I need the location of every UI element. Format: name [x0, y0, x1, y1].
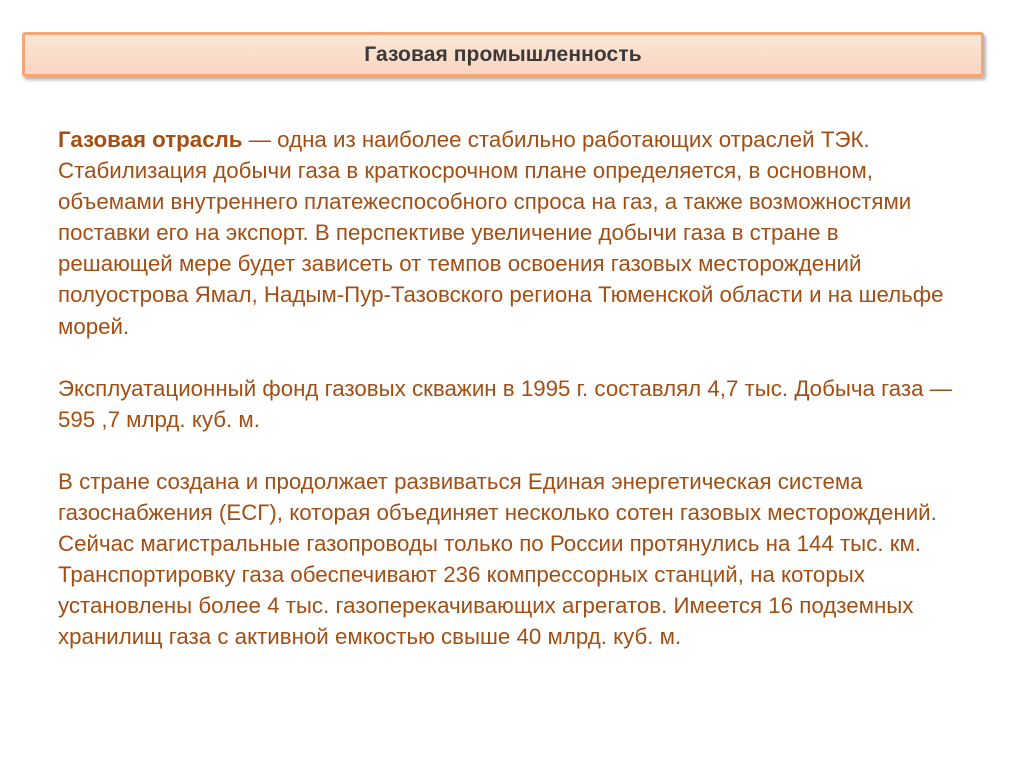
- paragraph-gas-industry-text: — одна из наиболее стабильно работающих отраслей ТЭК. Стабилизация добычи газа в краткосрочном плане определяется, в основном, объемами внутреннего платежеспособного спроса на газ, а также возможностями поставки его на экспорт. В перспективе увеличение добычи газа в стране в решающей мере будет зависеть от темпов освоения газовых месторождений полуострова Ямал, Надым-Пур-Тазовского региона Тюменской области и на шельфе морей.: [58, 127, 944, 339]
- slide-title: Газовая промышленность: [364, 42, 642, 66]
- term-gas-industry: Газовая отрасль: [58, 127, 243, 152]
- paragraph-well-stock: Эксплуатационный фонд газовых скважин в 1995 г. составлял 4,7 тыс. Добыча газа — 595 ,7 млрд. куб. м.: [58, 375, 952, 432]
- paragraph-gas-industry: [58, 124, 958, 342]
- slide-body: [58, 124, 958, 652]
- paragraph-gas-supply-system: В стране создана и продолжает развиваться Единая энергетическая система газоснабжения (ЕСГ), которая объединяет несколько сотен газовых месторождений. Сейчас магистральные газопроводы только по России протянулись на 144 тыс. км. Транспортировку газа обеспечивают 236 компрессорных станций, на которых установлены более 4 тыс. газоперекачивающих агрегатов. Имеется 16 подземных хранилищ газа с активной емкостью свыше 40 млрд. куб. м.: [58, 468, 937, 650]
- title-banner: [22, 32, 984, 77]
